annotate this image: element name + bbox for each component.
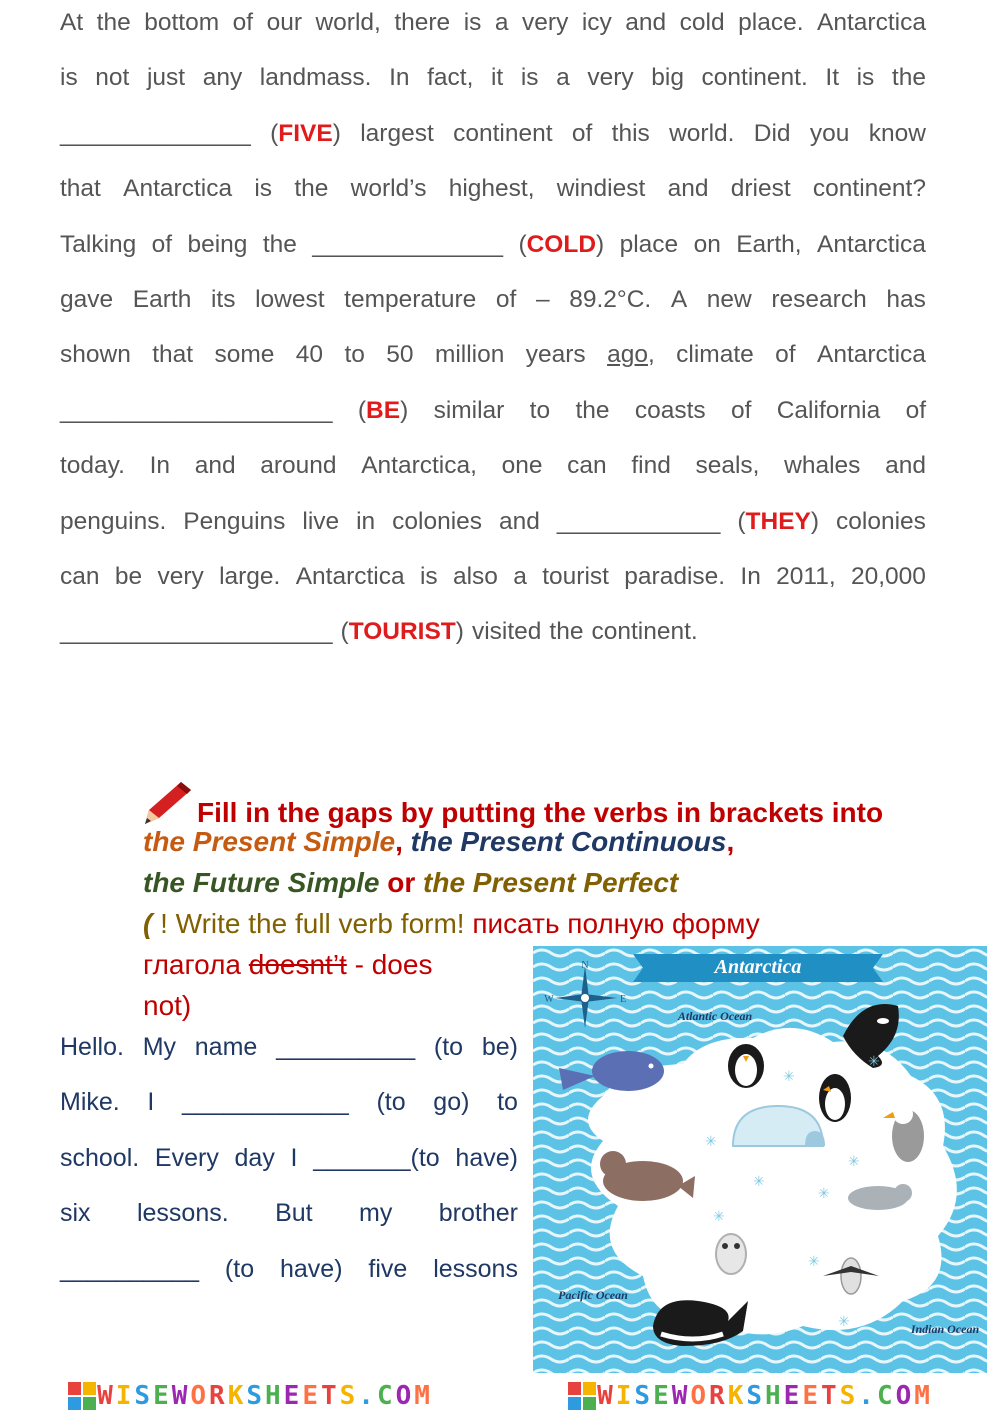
word: 89.2°C. [569,285,652,313]
word: new [706,285,752,313]
word: landmass. [259,64,372,92]
word: penguins. [60,507,167,535]
passage-line [60,554,926,609]
word: some [214,341,275,369]
word: know [868,119,926,147]
antarctica-map [533,946,987,1373]
exercise-line [60,1131,518,1186]
word: of [905,396,926,424]
word: continent. [701,64,808,92]
word: lessons [433,1254,518,1283]
word: six [60,1199,91,1228]
word: largest [360,119,434,147]
word: At [60,9,84,36]
word: continent? [812,175,926,203]
word: can [60,562,100,590]
watermark-text: WISEWORKSHEETS.COM [97,1380,433,1411]
word: similar [433,396,505,424]
paren-open: ( [143,908,153,939]
tense-present-perfect: the Present Perfect [423,867,679,898]
word: But [275,1199,313,1228]
word: in [356,507,376,535]
word: our [266,9,302,36]
compass-w: W [544,994,554,1005]
word: 2011, [776,562,836,590]
word: a [556,64,570,92]
exercise-line [60,1242,518,1297]
word: Talking [60,230,137,258]
word: of [151,230,173,258]
word: shown [60,341,131,369]
instruction-line-4 [143,903,943,944]
word: windiest [556,175,646,203]
word: is [463,9,482,36]
word: being [187,230,248,258]
word: brother [438,1199,518,1228]
word: I [290,1143,298,1172]
word: the [96,9,131,36]
keyword-hint: (THEY) [737,507,820,535]
wise-logo-icon [567,1381,597,1411]
passage-line [60,277,926,332]
word: today. [60,452,125,480]
word: (to [433,1033,464,1061]
word: lessons. [136,1199,229,1228]
blank-gap: __________ [60,1254,200,1283]
word: very [157,562,204,590]
word: In [149,452,171,480]
word: of [571,119,593,147]
word: to [344,341,365,369]
word: driest [730,175,791,203]
wise-logo-icon [67,1381,97,1411]
word: school. [60,1143,140,1172]
passage-line [60,332,926,387]
word: Every [154,1143,219,1172]
keyword-hint: (TOURIST) [340,618,464,646]
word: a [494,9,509,36]
keyword-hint: (FIVE) [270,119,341,147]
word: live [302,507,340,535]
write-full-form-note: ! Write the full verb form! [152,908,465,939]
word: this [611,119,650,147]
word: to [497,1088,518,1117]
label-indian: Indian Ocean [910,1322,980,1336]
word: seals, [695,452,760,480]
word: Did [753,119,791,147]
label-atlantic: Atlantic Ocean [677,1009,753,1023]
separator-comma: , [726,826,735,857]
word: the [575,396,610,424]
word: – [535,285,550,313]
svg-text:✳: ✳ [848,1153,860,1169]
penguin-icon [728,1044,764,1088]
word: In [740,562,761,590]
word: there [394,9,451,36]
not-note: not) [143,990,192,1021]
word: very [587,64,634,92]
compass-e: E [619,994,627,1005]
word: of [495,285,517,313]
underlined-word: ago, [607,341,655,369]
word: Earth [132,285,192,313]
word: and [667,175,709,203]
word: Antarctica, [361,452,477,480]
passage-line [60,55,926,110]
word: (to [224,1254,255,1283]
word: five [368,1254,408,1283]
blank-gap: ____________ [556,507,721,535]
passage-line [60,443,926,498]
word: have) [455,1143,518,1172]
word: that [152,341,194,369]
word: and [499,507,540,535]
reading-passage [60,0,926,665]
word: the [262,230,297,258]
svg-text:✳: ✳ [808,1253,820,1269]
word: 40 [295,341,324,369]
passage-line [60,222,926,277]
word: can [567,452,607,480]
passage-line [60,166,926,221]
word: Earth, [736,230,802,258]
footer-watermark [0,1378,1000,1413]
label-pacific: Pacific Ocean [558,1288,628,1302]
word: day [234,1143,275,1172]
word: colonies [392,507,483,535]
word: 20,000 [851,562,926,590]
word: Antarctica [817,341,926,369]
word: lowest [255,285,325,313]
word: Mike. [60,1088,120,1117]
word: fact, [427,64,474,92]
word: the [294,175,329,203]
word: be [114,562,143,590]
instruction-text: Fill in the gaps by putting the verbs in brackets into [197,797,884,828]
passage-line [60,111,926,166]
svg-text:✳: ✳ [783,1068,795,1084]
svg-text:✳: ✳ [818,1185,830,1201]
word: very [522,9,569,36]
word: just [146,64,186,92]
word: place [619,230,679,258]
word: big [651,64,684,92]
word: I [147,1088,155,1117]
watermark-2 [567,1381,933,1411]
word: Antarctica [816,230,926,258]
word: has [886,285,926,313]
word: Hello. [60,1033,124,1061]
blank-gap: __________ [276,1033,416,1061]
svg-text:✳: ✳ [705,1133,717,1149]
exercise-line [60,1186,518,1241]
tense-present-continuous: the Present Continuous [410,826,727,857]
word: Antarctica [817,9,926,36]
word: is [856,64,875,92]
word: world. [669,119,735,147]
word: research [771,285,867,313]
word: is [520,64,539,92]
word: bottom [144,9,220,36]
word: have) [279,1254,343,1283]
word: million [434,341,505,369]
keyword-hint: (BE) [357,396,409,424]
word: Antarctica [295,562,405,590]
word: my [359,1199,393,1228]
word: not [95,64,130,92]
instruction-line-1 [143,780,943,828]
word: that [60,175,101,203]
word: find [631,452,671,480]
word: its [210,285,236,313]
word: Antarctica [123,175,233,203]
word: It [825,64,840,92]
word: any [202,64,243,92]
separator-comma: , [395,826,403,857]
word: A [670,285,688,313]
word: is [60,64,78,92]
word: (to [376,1088,406,1117]
word: also [452,562,498,590]
word: is [254,175,273,203]
struck-word: doesnt’t [248,949,347,980]
word: one [501,452,543,480]
compass-n: N [581,960,589,971]
word: whales [784,452,861,480]
word: on [693,230,721,258]
word: coasts [634,396,706,424]
word: and [885,452,926,480]
word: name [194,1033,258,1061]
word: colonies [836,507,926,535]
word: the [549,618,584,646]
owl-icon [716,1234,746,1274]
word: around [260,452,337,480]
word: paradise. [624,562,726,590]
tense-future-simple: the Future Simple [143,867,380,898]
keyword-hint: (COLD) [518,230,605,258]
separator-or: or [387,867,416,898]
word: a [513,562,527,590]
svg-text:✳: ✳ [753,1173,765,1189]
word: go) [433,1088,470,1117]
watermark-text: WISEWORKSHEETS.COM [597,1380,933,1411]
word: continent [453,119,553,147]
word: world’s [350,175,427,203]
tense-present-simple: the Present Simple [143,826,396,857]
blank-gap: ____________________ [60,396,333,424]
penguin-icon [819,1074,851,1122]
word: world, [315,9,381,36]
russian-note-cont: глагола [143,949,241,980]
passage-line [60,499,926,554]
word: visited [471,618,542,646]
svg-text:✳: ✳ [838,1313,850,1329]
word: cold [679,9,725,36]
blank-gap: ____________ [181,1088,349,1117]
word: climate [676,341,754,369]
word: place. [738,9,804,36]
exercise-text [60,1020,518,1297]
watermark-1 [67,1381,433,1411]
word: it [490,64,504,92]
passage-line [60,0,926,55]
word: icy [581,9,612,36]
word: gave [60,285,114,313]
instruction-line-3 [143,862,943,903]
word: of [730,396,752,424]
blank-gap: ______________ [60,119,251,147]
russian-note: писать полную форму [464,908,760,939]
map-title: Antarctica [714,956,802,978]
word: be) [481,1033,518,1061]
passage-line [60,609,926,664]
word: to [529,396,551,424]
word: is [419,562,438,590]
word: and [194,452,236,480]
word: highest, [448,175,535,203]
word: years [525,341,586,369]
does-note: - does [346,949,433,980]
word: tourist [542,562,609,590]
passage-line [60,388,926,443]
word: My [142,1033,177,1061]
word: the [891,64,926,92]
word: you [809,119,850,147]
exercise-line [60,1075,518,1130]
word: large. [219,562,281,590]
word: of [775,341,796,369]
word: 50 [386,341,414,369]
svg-text:✳: ✳ [868,1053,880,1069]
word: and [625,9,667,36]
word: temperature [344,285,477,313]
blank-gap: ____________________ [60,618,333,646]
word: of [232,9,254,36]
word: In [389,64,410,92]
exercise-line [60,1020,518,1075]
svg-text:✳: ✳ [713,1208,725,1224]
word: Penguins [183,507,286,535]
word: continent. [591,618,698,646]
blank-gap: _______(to [313,1143,440,1172]
word: California [776,396,881,424]
blank-gap: ______________ [312,230,504,258]
